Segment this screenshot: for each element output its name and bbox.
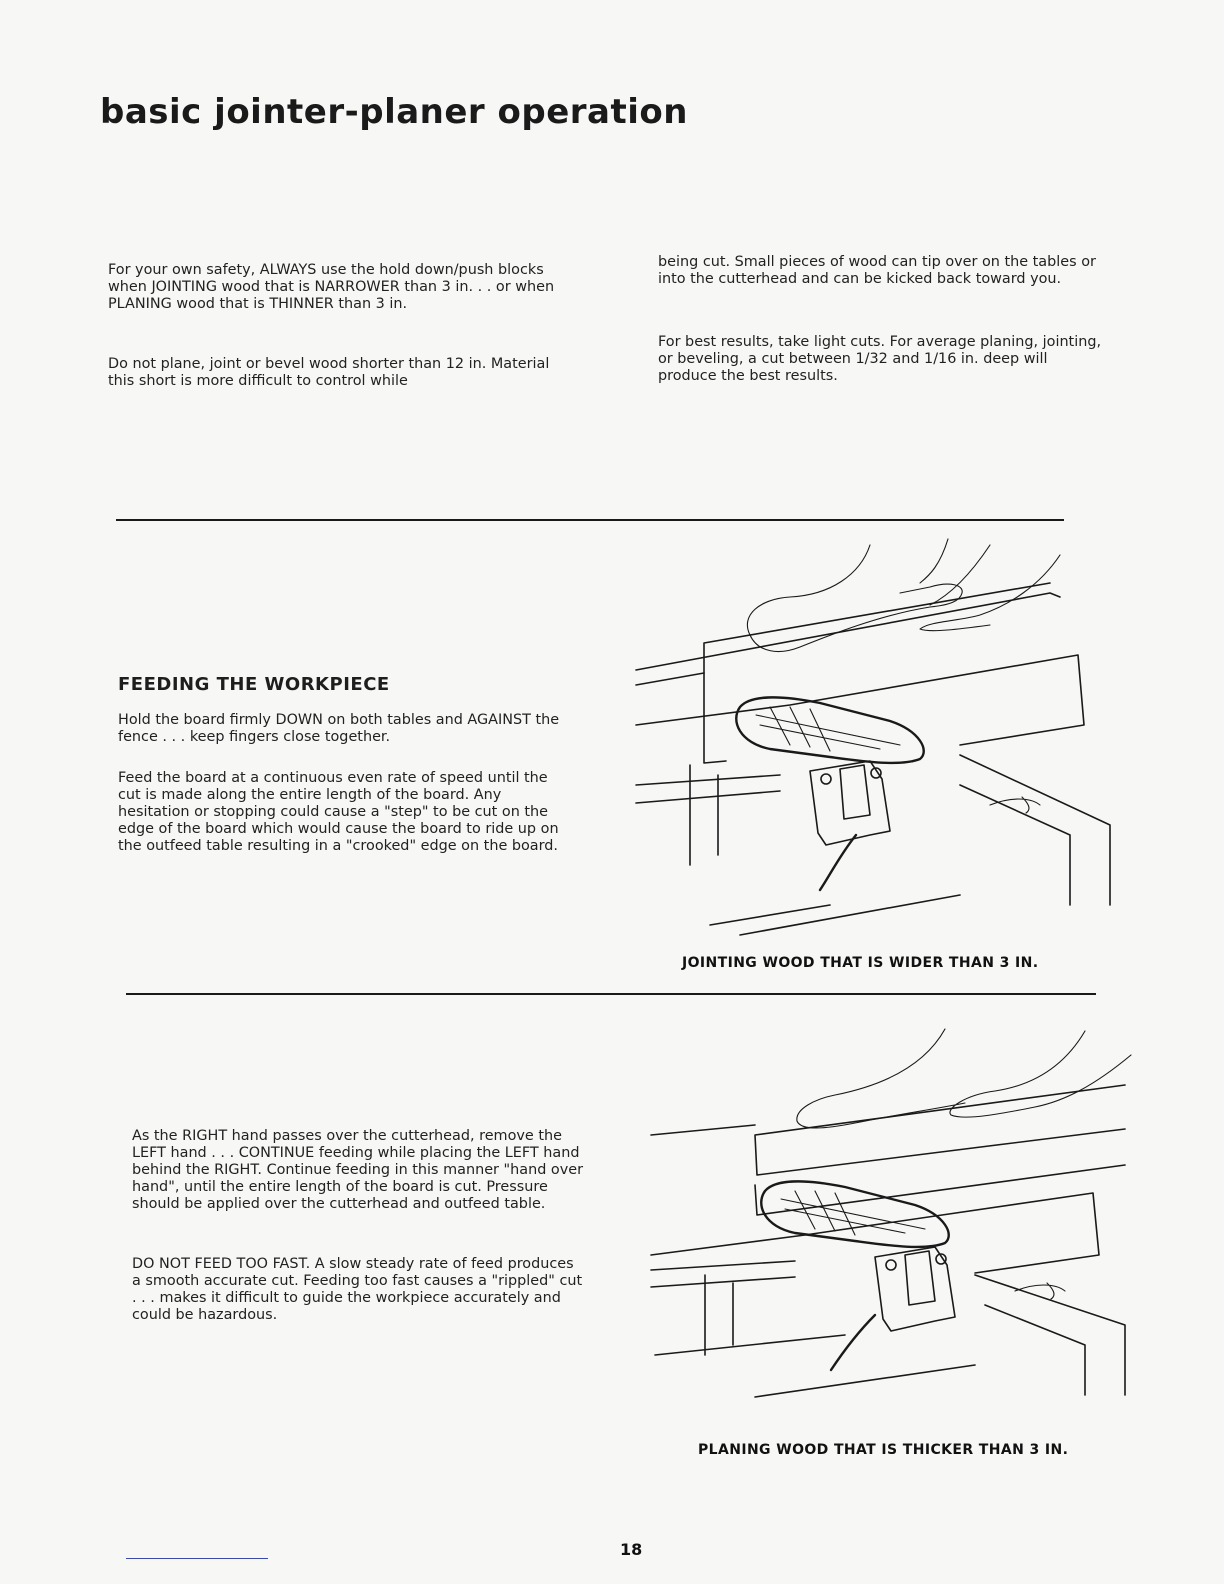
section-heading: FEEDING THE WORKPIECE bbox=[118, 674, 390, 695]
planing-illustration bbox=[645, 1025, 1135, 1405]
feed-rate-paragraph: Feed the board at a continuous even rate of speed until the cut is made along the entire length of the board. Any hesitation or stopping could cause a "step" to be cut on the edge of the board which would cause the board to ride up on the outfeed table resulting in a "crooked" edge on the board. bbox=[118, 770, 559, 854]
hold-board-paragraph: Hold the board firmly DOWN on both tables and AGAINST the fence . . . keep fingers close together. bbox=[118, 712, 560, 745]
hand-outline bbox=[747, 539, 1060, 651]
hand-outline bbox=[797, 1029, 1131, 1128]
footer-line bbox=[126, 1558, 268, 1559]
tip-over-paragraph: being cut. Small pieces of wood can tip over on the tables or into the cutterhead and can be kicked back toward you. bbox=[658, 254, 1096, 287]
page-number: 18 bbox=[620, 1540, 643, 1559]
section-divider bbox=[116, 519, 1064, 521]
feed-speed-paragraph: DO NOT FEED TOO FAST. A slow steady rate of feed produces a smooth accurate cut. Feeding too fast causes a "rippled" cut . . . makes it difficult to guide the workpiece accurately and could be hazardous. bbox=[132, 1256, 583, 1323]
section-divider bbox=[126, 993, 1096, 995]
board-outline bbox=[704, 583, 1050, 763]
handle-outline bbox=[875, 1247, 955, 1331]
hand-over-hand-paragraph: As the RIGHT hand passes over the cutterhead, remove the LEFT hand . . . CONTINUE feeding while placing the LEFT hand behind the RIGHT. Continue feeding in this manner "hand over hand", until the entire length of the board is cut. Pressure should be applied over the cutterhead and outfeed table. bbox=[132, 1128, 584, 1212]
board-outline bbox=[651, 1085, 1125, 1215]
safety-paragraph: For your own safety, ALWAYS use the hold down/push blocks when JOINTING wood that is NARROWER than 3 in. . . or when PLANING wood that is THINNER than 3 in. bbox=[108, 262, 555, 312]
jointing-illustration bbox=[630, 535, 1120, 945]
length-warning-paragraph: Do not plane, joint or bevel wood shorter than 12 in. Material this short is more difficult to control while bbox=[108, 356, 550, 389]
page-title: basic jointer-planer operation bbox=[100, 92, 688, 132]
fence-outline bbox=[636, 593, 1060, 685]
base-outline bbox=[690, 755, 1110, 935]
handle-outline bbox=[810, 761, 890, 845]
best-results-paragraph: For best results, take light cuts. For average planing, jointing, or beveling, a cut between 1/32 and 1/16 in. deep will produce the best results. bbox=[658, 334, 1102, 384]
base-outline bbox=[655, 1275, 1125, 1397]
table-outline bbox=[651, 1193, 1099, 1287]
planing-caption: PLANING WOOD THAT IS THICKER THAN 3 IN. bbox=[698, 1442, 1069, 1458]
jointing-caption: JOINTING WOOD THAT IS WIDER THAN 3 IN. bbox=[682, 955, 1039, 971]
